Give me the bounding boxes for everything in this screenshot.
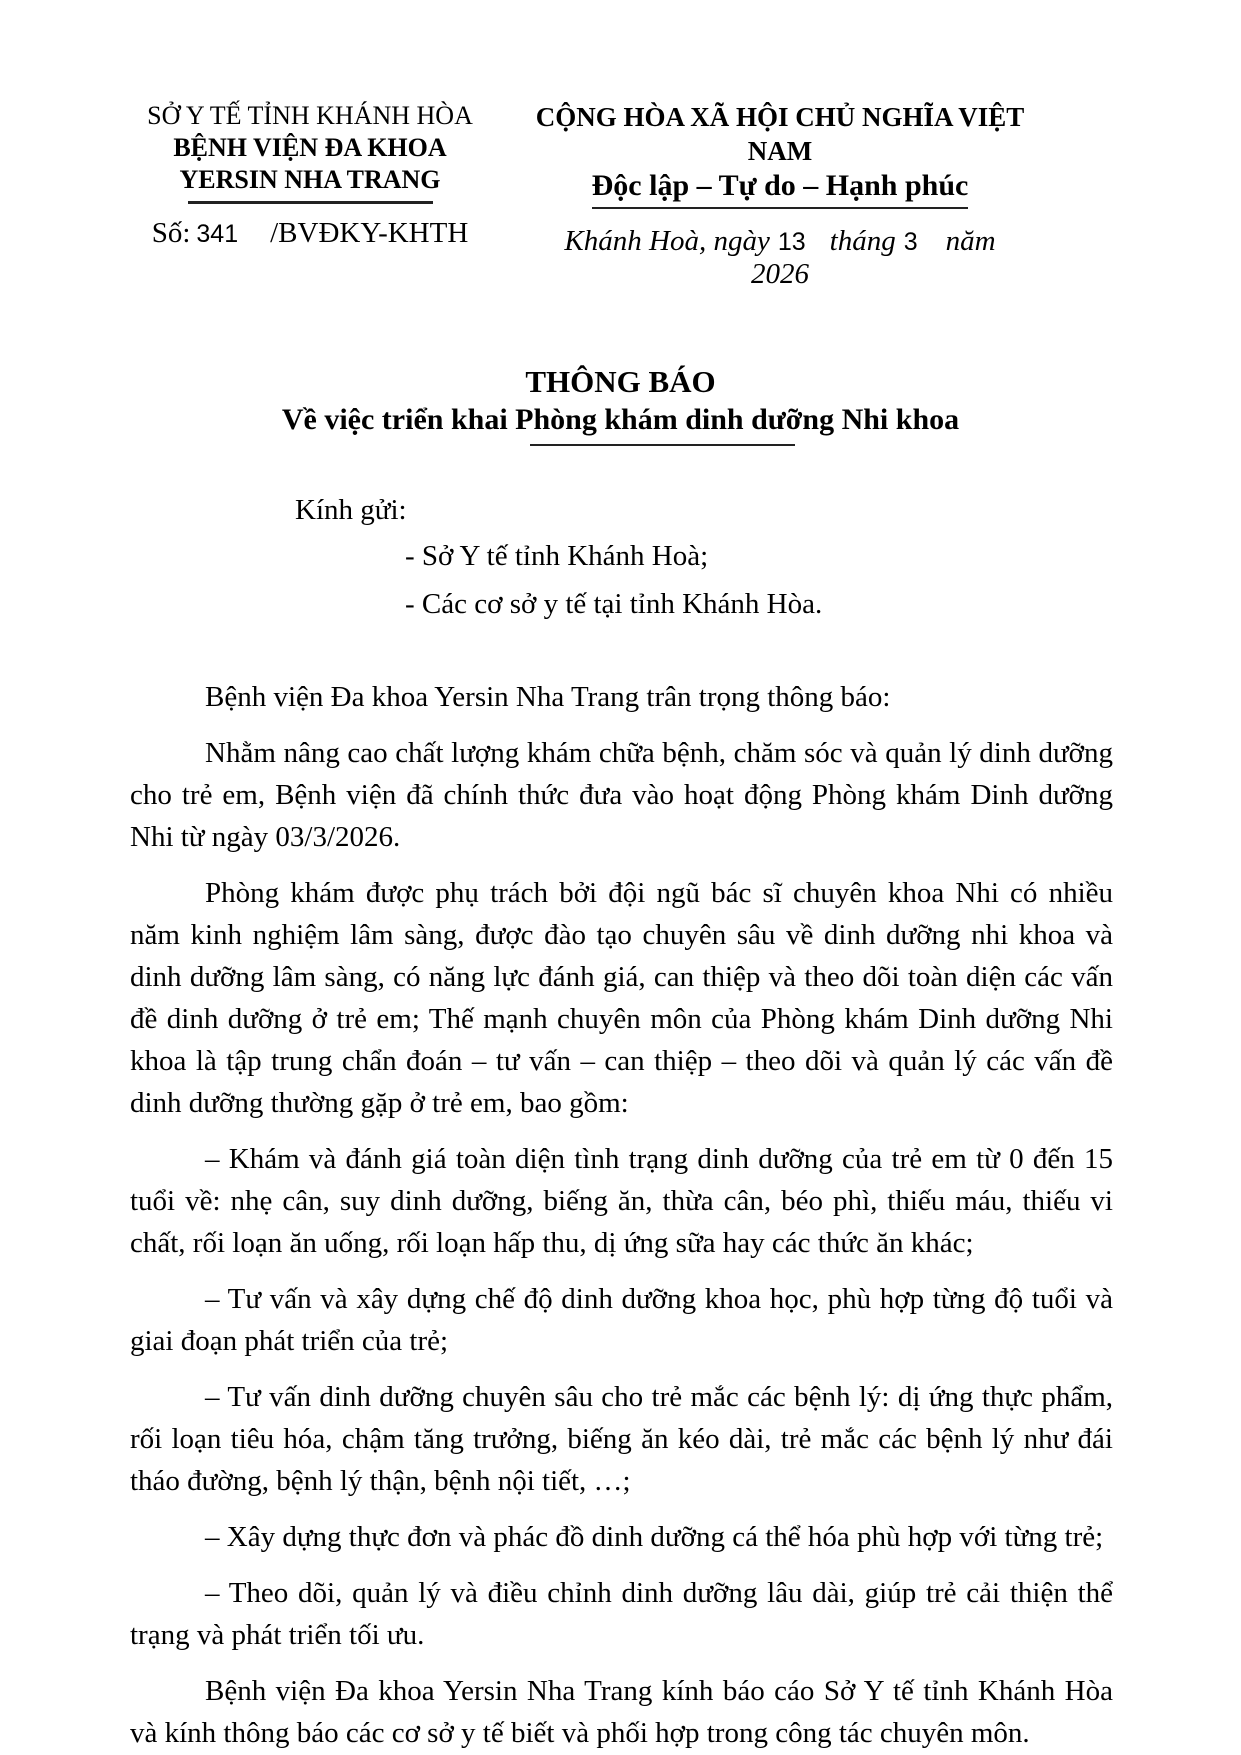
national-motto-block: [535, 100, 1025, 291]
org-name-line2: YERSIN NHA TRANG: [179, 165, 441, 194]
issuing-org-block: [130, 100, 490, 291]
recipients-block: [0, 488, 1241, 628]
closing-paragraph: Bệnh viện Đa khoa Yersin Nha Trang kính báo cáo Sở Y tế tỉnh Khánh Hòa và kính thông báo các cơ sở y tế biết và phối hợp trong công tác chuyên môn.: [130, 1675, 1113, 1749]
date-day-value: 13: [777, 228, 806, 256]
bullet-item: – Tư vấn và xây dựng chế độ dinh dưỡng khoa học, phù hợp từng độ tuổi và giai đoạn phát triển của trẻ;: [130, 1283, 1113, 1357]
document-number-suffix: /BVĐKY-KHTH: [270, 217, 469, 249]
date-place-prefix: Khánh Hoà, ngày: [564, 225, 770, 257]
national-name: CỘNG HÒA XÃ HỘI CHỦ NGHĨA VIỆT NAM: [535, 102, 1025, 166]
recipient-item: - Các cơ sở y tế tại tỉnh Khánh Hòa.: [405, 588, 823, 620]
document-number-value: 341: [196, 220, 239, 248]
bullet-item: – Xây dựng thực đơn và phác đồ dinh dưỡng cá thể hóa phù hợp với từng trẻ;: [205, 1521, 1104, 1553]
org-name-underline: [188, 201, 433, 204]
document-number-line: [130, 217, 490, 250]
org-parent-name: SỞ Y TẾ TỈNH KHÁNH HÒA: [147, 101, 473, 130]
place-date-line: [535, 225, 1025, 291]
document-title-block: [0, 363, 1241, 446]
date-year-label: năm 2026: [751, 225, 996, 290]
document-body: [130, 676, 1113, 1754]
intro-paragraph: Bệnh viện Đa khoa Yersin Nha Trang trân trọng thông báo:: [205, 681, 891, 713]
document-header: [0, 0, 1241, 291]
bullet-item: – Tư vấn dinh dưỡng chuyên sâu cho trẻ mắc các bệnh lý: dị ứng thực phẩm, rối loạn tiêu hóa, chậm tăng trưởng, biếng ăn kéo dài, trẻ mắc các bệnh lý như đái tháo đường, bệnh lý thận, bệnh nội tiết, …;: [130, 1381, 1113, 1497]
document-type-title: THÔNG BÁO: [525, 364, 716, 399]
document-number-prefix: Số:: [151, 217, 191, 249]
document-subject: Về việc triển khai Phòng khám dinh dưỡng Nhi khoa: [281, 403, 960, 436]
org-name-line1: BỆNH VIỆN ĐA KHOA: [173, 133, 447, 162]
recipient-item: - Sở Y tế tỉnh Khánh Hoà;: [405, 540, 709, 572]
body-paragraph: Phòng khám được phụ trách bởi đội ngũ bác sĩ chuyên khoa Nhi có nhiều năm kinh nghiệm lâm sàng, được đào tạo chuyên sâu về dinh dưỡng nhi khoa và dinh dưỡng lâm sàng, có năng lực đánh giá, can thiệp và theo dõi toàn diện các vấn đề dinh dưỡng ở trẻ em; Thế mạnh chuyên môn của Phòng khám Dinh dưỡng Nhi khoa là tập trung chẩn đoán – tư vấn – can thiệp – theo dõi và quản lý các vấn đề dinh dưỡng thường gặp ở trẻ em, bao gồm:: [130, 877, 1113, 1119]
recipients-label: Kính gửi:: [295, 494, 407, 526]
national-motto: Độc lập – Tự do – Hạnh phúc: [592, 168, 969, 209]
subject-underline: [530, 444, 795, 446]
body-paragraph: Nhằm nâng cao chất lượng khám chữa bệnh, chăm sóc và quản lý dinh dưỡng cho trẻ em, Bệnh viện đã chính thức đưa vào hoạt động Phòng khám Dinh dưỡng Nhi từ ngày 03/3/2026.: [130, 737, 1113, 853]
bullet-item: – Theo dõi, quản lý và điều chỉnh dinh dưỡng lâu dài, giúp trẻ cải thiện thể trạng và phát triển tối ưu.: [130, 1577, 1113, 1651]
date-month-label: tháng: [829, 225, 896, 257]
date-month-value: 3: [903, 228, 918, 256]
bullet-item: – Khám và đánh giá toàn diện tình trạng dinh dưỡng của trẻ em từ 0 đến 15 tuổi về: nhẹ cân, suy dinh dưỡng, biếng ăn, thừa cân, béo phì, thiếu máu, thiếu vi chất, rối loạn ăn uống, rối loạn hấp thu, dị ứng sữa hay các thức ăn khác;: [130, 1143, 1113, 1259]
